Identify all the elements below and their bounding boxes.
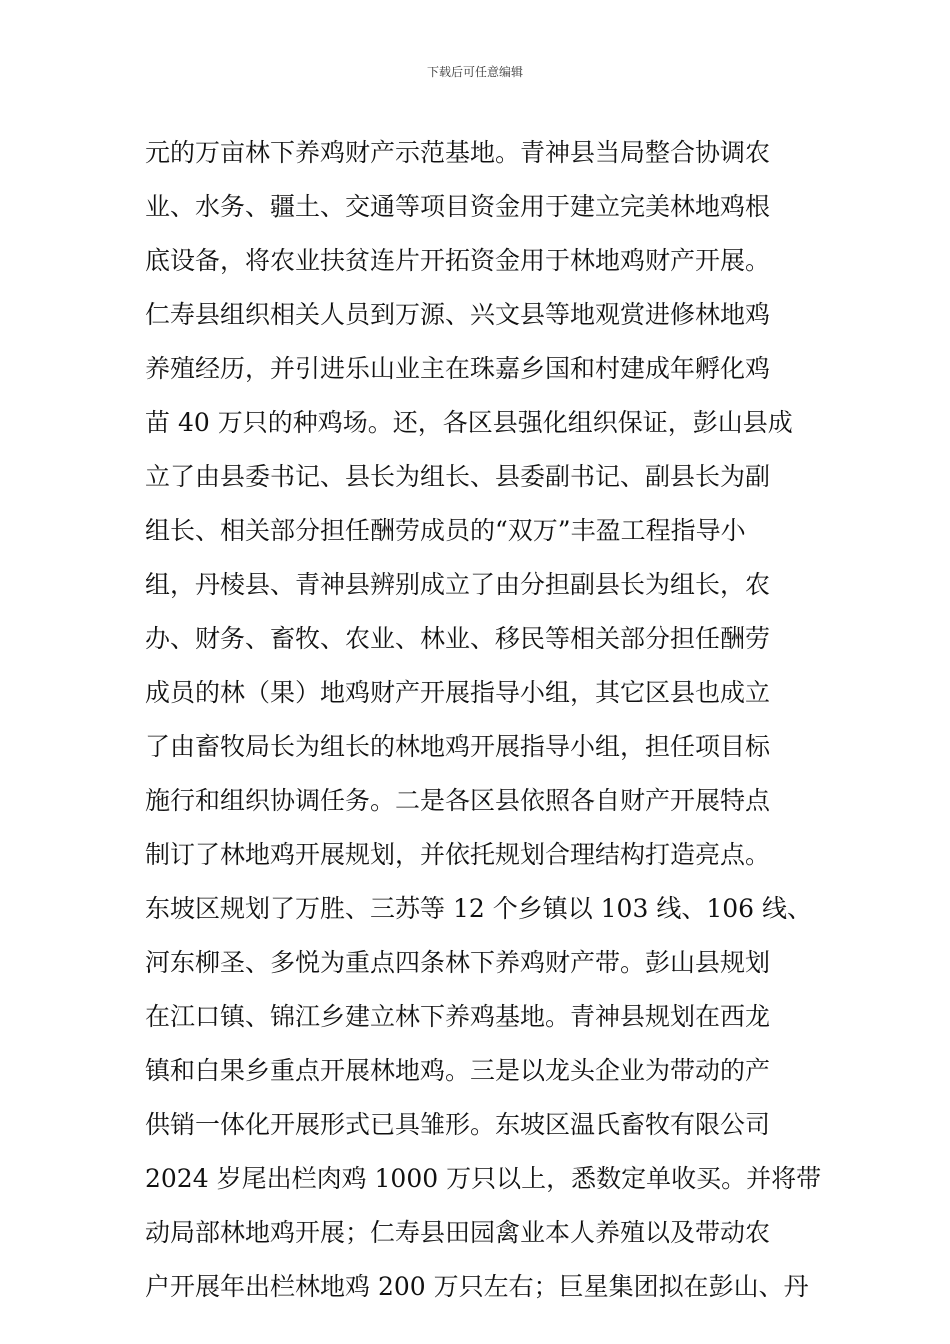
- text-line: 制订了林地鸡开展规划，并依托规划合理结构打造亮点。: [145, 840, 771, 869]
- text-line: 镇和白果乡重点开展林地鸡。三是以龙头企业为带动的产: [145, 1056, 771, 1085]
- text-line: 户开展年出栏林地鸡 200 万只左右；巨星集团拟在彭山、丹: [145, 1272, 809, 1301]
- text-line: 东坡区规划了万胜、三苏等 12 个乡镇以 103 线、106 线、: [145, 894, 812, 923]
- text-line: 办、财务、畜牧、农业、林业、移民等相关部分担任酬劳: [145, 624, 771, 653]
- text-line: 2024 岁尾出栏肉鸡 1000 万只以上，悉数定单收买。并将带: [145, 1164, 822, 1193]
- text-line: 元的万亩林下养鸡财产示范基地。青神县当局整合协调农: [145, 138, 771, 167]
- page-header-note: 下载后可任意编辑: [426, 65, 523, 79]
- text-line: 施行和组织协调任务。二是各区县依照各自财产开展特点: [145, 786, 771, 815]
- text-line: 底设备，将农业扶贫连片开拓资金用于林地鸡财产开展。: [145, 246, 771, 275]
- body-paragraph: [145, 126, 822, 1314]
- text-line: 成员的林（果）地鸡财产开展指导小组，其它区县也成立: [145, 678, 771, 707]
- text-line: 在江口镇、锦江乡建立林下养鸡基地。青神县规划在西龙: [145, 1002, 771, 1031]
- text-line: 组长、相关部分担任酬劳成员的“双万”丰盈工程指导小: [145, 516, 746, 545]
- text-line: 河东柳圣、多悦为重点四条林下养鸡财产带。彭山县规划: [145, 948, 771, 977]
- text-line: 了由畜牧局长为组长的林地鸡开展指导小组，担任项目标: [145, 732, 771, 761]
- text-line: 动局部林地鸡开展；仁寿县田园禽业本人养殖以及带动农: [145, 1218, 771, 1247]
- text-line: 仁寿县组织相关人员到万源、兴文县等地观赏进修林地鸡: [145, 300, 771, 329]
- text-line: 苗 40 万只的种鸡场。还，各区县强化组织保证，彭山县成: [145, 408, 793, 437]
- text-line: 养殖经历，并引进乐山业主在珠嘉乡国和村建成年孵化鸡: [145, 354, 771, 383]
- text-line: 供销一体化开展形式已具雏形。东坡区温氏畜牧有限公司: [145, 1110, 771, 1139]
- text-line: 业、水务、疆土、交通等项目资金用于建立完美林地鸡根: [145, 192, 771, 221]
- text-line: 立了由县委书记、县长为组长、县委副书记、副县长为副: [145, 462, 771, 491]
- text-line: 组，丹棱县、青神县辨别成立了由分担副县长为组长，农: [145, 570, 771, 599]
